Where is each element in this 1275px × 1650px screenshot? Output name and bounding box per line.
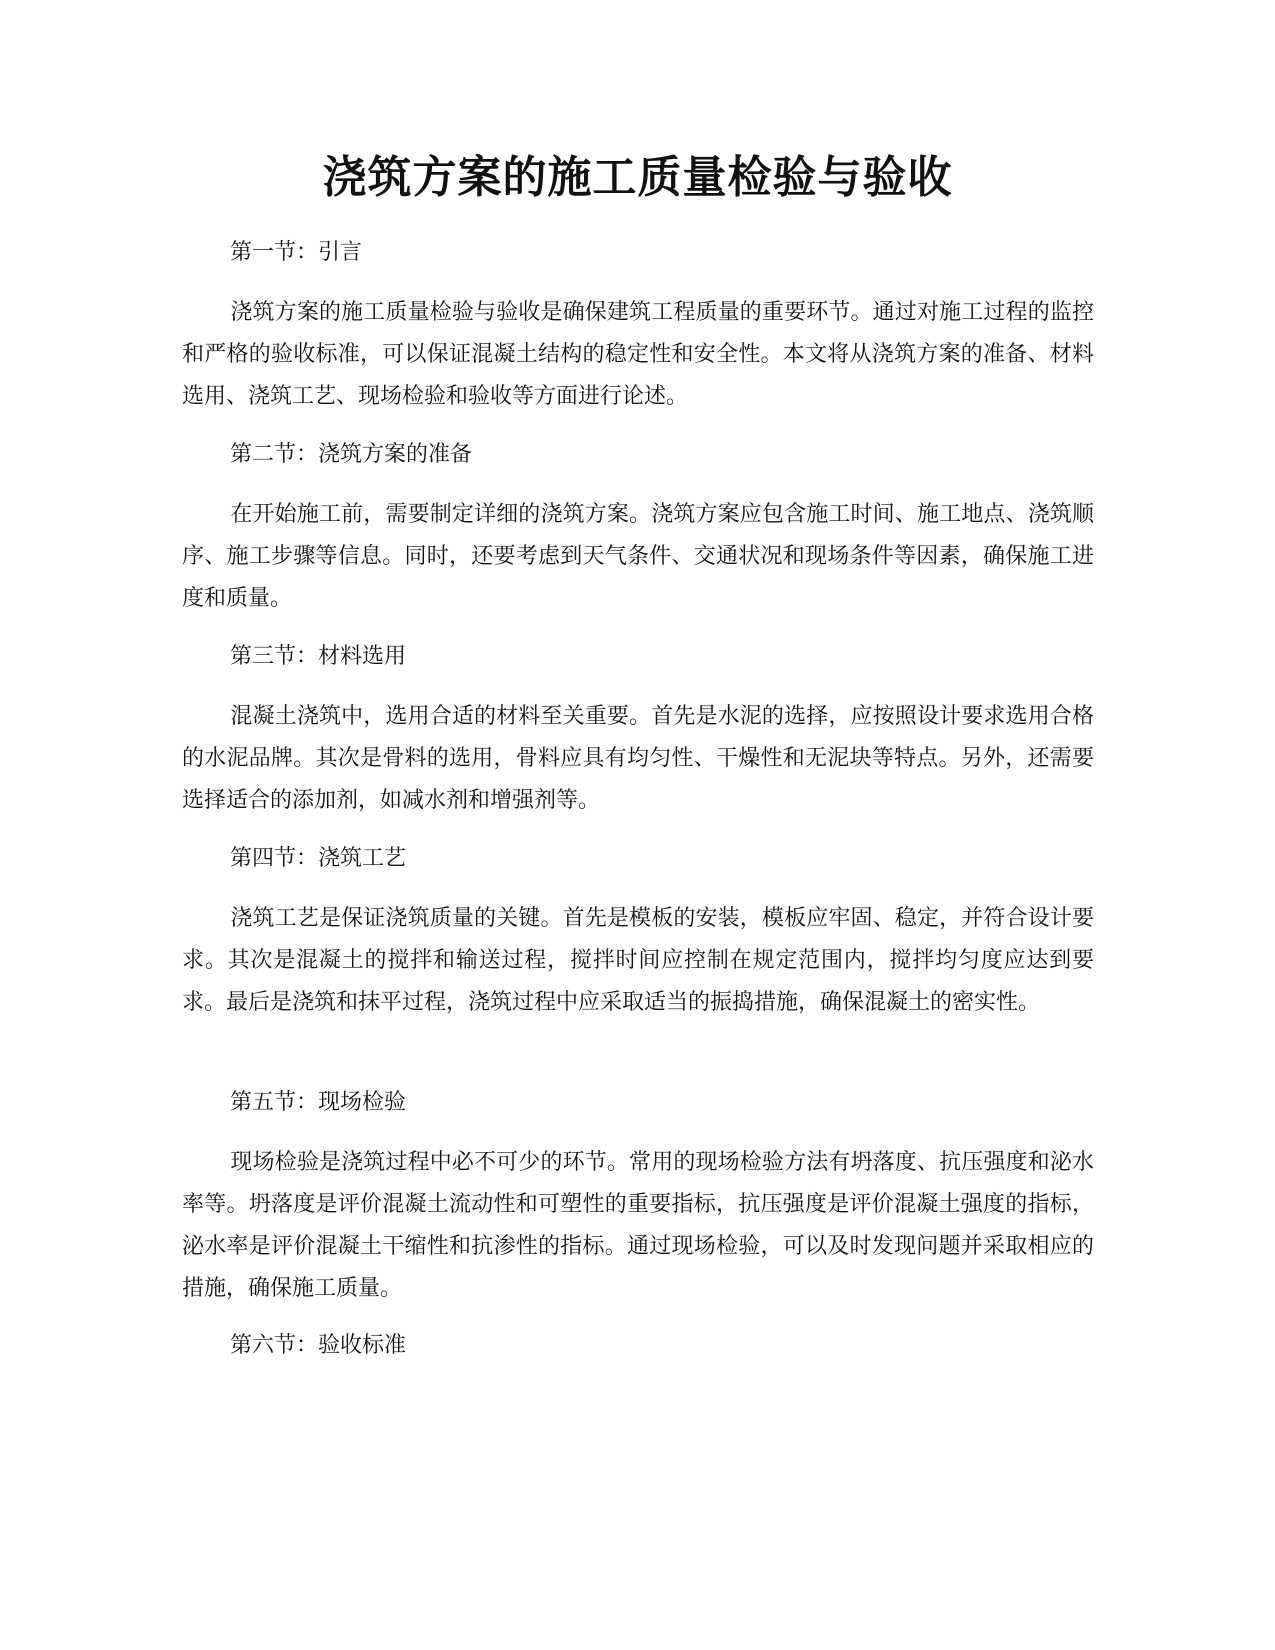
section-paragraph-1: 浇筑方案的施工质量检验与验收是确保建筑工程质量的重要环节。通过对施工过程的监控和严格的验收标准，可以保证混凝土结构的稳定性和安全性。本文将从浇筑方案的准备、材料选用、浇筑工艺、现场检验和验收等方面进行论述。 xyxy=(182,300,1094,409)
section-heading-2: 第二节：浇筑方案的准备 xyxy=(230,442,473,467)
section-paragraph-2: 在开始施工前，需要制定详细的浇筑方案。浇筑方案应包含施工时间、施工地点、浇筑顺序、施工步骤等信息。同时，还要考虑到天气条件、交通状况和现场条件等因素，确保施工进度和质量。 xyxy=(182,502,1094,611)
section-heading-3: 第三节：材料选用 xyxy=(230,644,407,669)
section-heading-1: 第一节：引言 xyxy=(230,240,363,265)
section-heading-6: 第六节：验收标准 xyxy=(230,1333,407,1358)
section-paragraph-3: 混凝土浇筑中，选用合适的材料至关重要。首先是水泥的选择，应按照设计要求选用合格的水泥品牌。其次是骨料的选用，骨料应具有均匀性、干燥性和无泥块等特点。另外，还需要选择适合的添加剂，如减水剂和增强剂等。 xyxy=(182,704,1094,813)
section-heading-4: 第四节：浇筑工艺 xyxy=(230,846,407,871)
section-paragraph-4: 浇筑工艺是保证浇筑质量的关键。首先是模板的安装，模板应牢固、稳定，并符合设计要求。其次是混凝土的搅拌和输送过程，搅拌时间应控制在规定范围内，搅拌均匀度应达到要求。最后是浇筑和抹平过程，浇筑过程中应采取适当的振捣措施，确保混凝土的密实性。 xyxy=(182,906,1094,1015)
section-heading-5: 第五节：现场检验 xyxy=(230,1090,407,1115)
section-paragraph-5: 现场检验是浇筑过程中必不可少的环节。常用的现场检验方法有坍落度、抗压强度和泌水率等。坍落度是评价混凝土流动性和可塑性的重要指标，抗压强度是评价混凝土强度的指标，泌水率是评价混凝土干缩性和抗渗性的指标。通过现场检验，可以及时发现问题并采取相应的措施，确保施工质量。 xyxy=(182,1150,1094,1301)
document-title: 浇筑方案的施工质量检验与验收 xyxy=(322,152,953,203)
